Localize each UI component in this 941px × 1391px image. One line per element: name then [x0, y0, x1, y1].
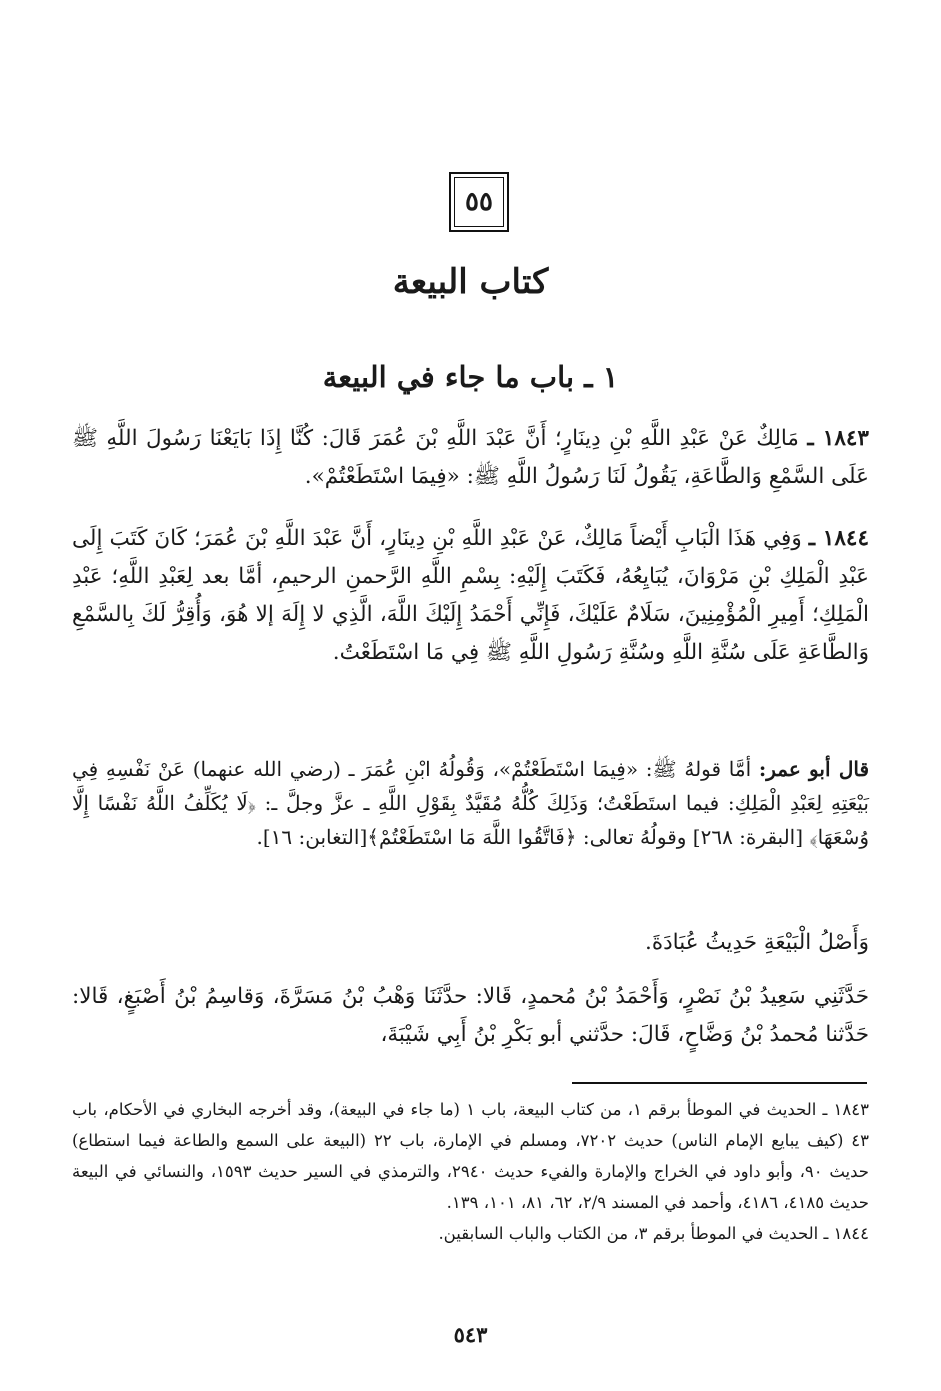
hadith-text: وَفِي هَذَا الْبَابِ أَيْضاً مَالِكٌ، عَنْ عَبْدِ اللَّهِ بْنِ دِينَارٍ، أَنَّ عَبْدَ اللَّهِ بْنَ عُمَرَ؛ كَانَ كَتَبَ إِلَى عَبْدِ الْمَلِكِ بْنِ مَرْوَانَ، يُبَايِعُهُ، فَكَتَبَ إِلَيْهِ: بِسْمِ اللَّهِ الرَّحمنِ الرحيمِ، أمَّا بعد لِعَبْدِ اللَّهِ؛ عَبْدِ الْمَلِكِ؛ أَمِيرِ الْمُؤْمِنِينَ، سَلَامٌ عَلَيْكَ، فَإِنِّي أَحْمَدُ إِلَيْكَ اللَّهَ، الَّذِي لا إِلَهَ إلا هُوَ، وَأُقِرُّ لَكَ بِالسَّمْعِ وَالطَّاعَةِ عَلَى سُنَّةِ اللَّهِ وسُنَّةِ رَسُولِ اللَّهِ ﷺ فِي مَا اسْتَطَعْتُ. — [72, 526, 869, 665]
chapter-number-box — [449, 172, 509, 232]
hadith-number: ١٨٤٣ ـ — [807, 426, 869, 451]
hadith-text: مَالِكٌ عَنْ عَبْدِ اللَّهِ بْنِ دِينَارٍ؛ أَنَّ عَبْدَ اللَّهِ بْنَ عُمَرَ قَالَ: كُنَّا إِذَا بَايَعْنَا رَسُولَ اللَّهِ ﷺ عَلَى السَّمْعِ وَالطَّاعَةِ، يَقُولُ لَنَا رَسُولُ اللَّهِ ﷺ: «فِيمَا اسْتَطَعْتُمْ». — [72, 426, 869, 489]
section-title: ١ ـ باب ما جاء في البيعة — [322, 360, 619, 394]
paragraph-text: حَدَّثَنِي سَعِيدُ بْنُ نَصْرٍ، وَأَحْمَدُ بْنُ مُحمدٍ، قَالا: حدَّثَنَا وَهْبُ بْنُ مَسَرَّةَ، وَقاسِمُ بْنُ أَصْبَغٍ، قَالا: حَدَّثنا مُحمدُ بْنُ وَضَّاحٍ، قَالَ: حدَّثني أبو بَكْرِ بْنُ أَبِي شَيْبَةَ، — [72, 984, 869, 1047]
chapter-number: ٥٥ — [465, 187, 493, 217]
hadith-1844 — [72, 520, 869, 672]
hadith-1843 — [72, 420, 869, 496]
paragraph-isnad — [72, 978, 869, 1054]
page-number: ٥٤٣ — [453, 1322, 488, 1347]
hadith-number: ١٨٤٤ ـ — [808, 526, 869, 551]
commentary-abu-umar — [72, 752, 869, 854]
paragraph-origin — [72, 924, 869, 962]
footnotes — [72, 1094, 869, 1249]
footnote-1844: ١٨٤٤ ـ الحديث في الموطأ برقم ٣، من الكتاب والباب السابقين. — [438, 1224, 869, 1243]
commentary-text: أمَّا قولهُ ﷺ: «فِيمَا اسْتَطَعْتُمْ»، وَقُولُهُ ابْنِ عُمَرَ ـ (رضي الله عنهما) عَنْ نَفْسِهِ فِي بَيْعَتِهِ لِعَبْدِ الْمَلِكِ: فيما استَطَعْتُ؛ وَذَلِكَ كُلُّهُ مُقَيَّدٌ بِقَوْلِ اللَّهِ ـ عزَّ وجلَّ ـ: ﴿لَا يُكَلِّفُ اللَّهُ نَفْسًا إِلَّا وُسْعَهَا﴾ [البقرة: ٢٦٨] وقولُهُ تعالى: ﴿فَاتَّقُوا اللَّهَ مَا اسْتَطَعْتُمْ﴾[التغابن: ١٦]. — [72, 757, 869, 849]
paragraph-text: وَأَصْلُ الْبَيْعَةِ حَدِيثُ عُبَادَةَ. — [644, 930, 869, 955]
footnote-1843: ١٨٤٣ ـ الحديث في الموطأ برقم ١، من كتاب البيعة، باب ١ (ما جاء في البيعة)، وقد أخرجه البخاري في الأحكام، باب ٤٣ (كيف يبايع الإمام الناس) حديث ٧٢٠٢، ومسلم في الإمارة، باب ٢٢ (البيعة على السمع والطاعة فيما استطاع) حديث ٩٠، وأبو داود في الخراج والإمارة والفيء حديث ٢٩٤٠، والترمذي في السير حديث ١٥٩٣، والنسائي في البيعة حديث ٤١٨٥، ٤١٨٦، وأحمد في المسند ٢/٩، ٦٢، ٨١، ١٠١، ١٣٩. — [72, 1100, 869, 1212]
book-title: كتاب البيعة — [392, 262, 549, 302]
commentary-lead: قال أبو عمر: — [758, 757, 870, 781]
footnote-divider — [572, 1082, 867, 1084]
